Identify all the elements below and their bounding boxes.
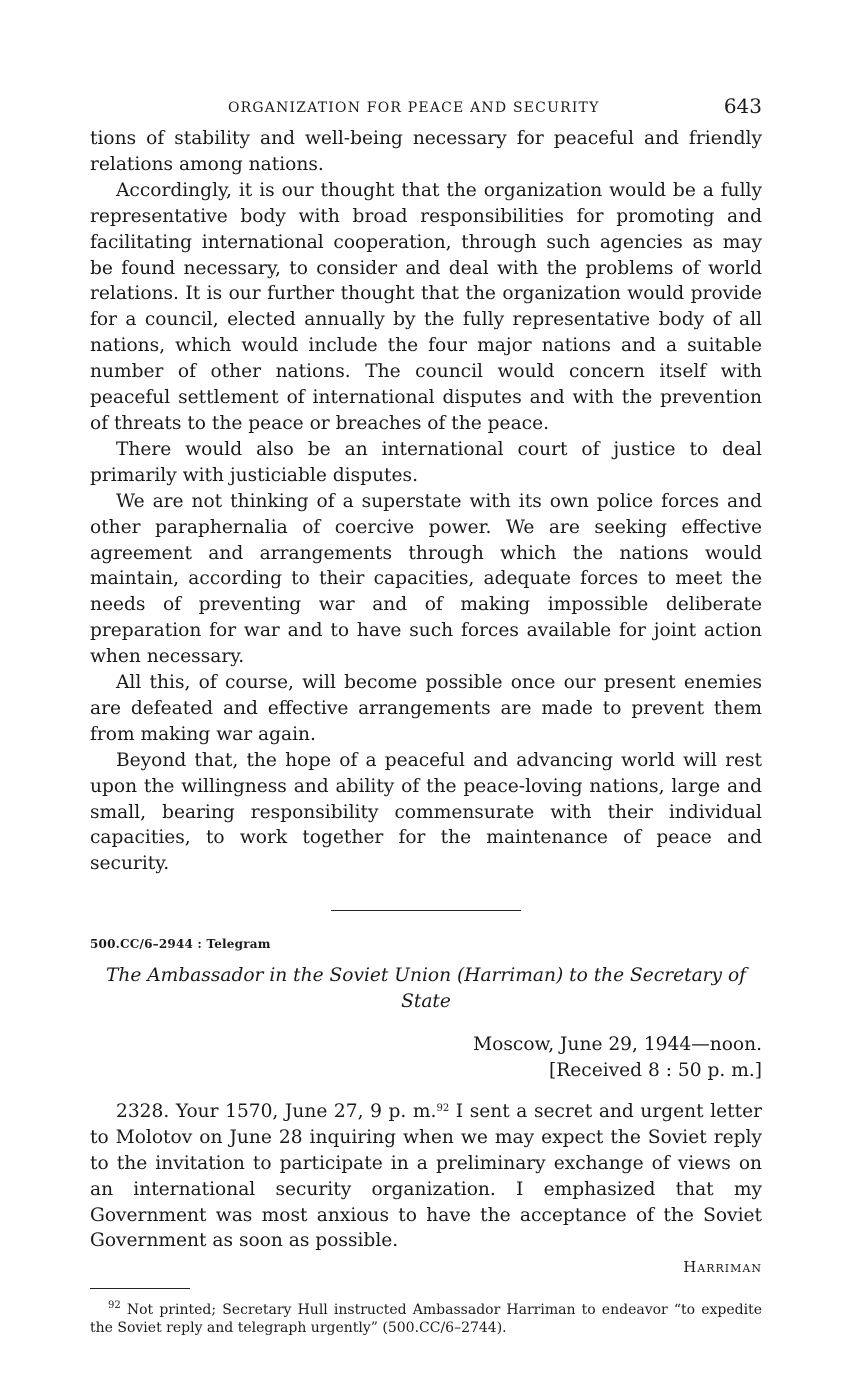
telegram-lead: 2328. Your 1570, June 27, 9 p. m. [116,1100,437,1122]
document-heading: The Ambassador in the Soviet Union (Harriman) to the Secretary of State [105,965,747,1013]
signature: Harriman [683,1258,762,1277]
paragraph: There would also be an international court of justice to deal primarily with justiciable disputes. [90,438,762,486]
running-title: ORGANIZATION FOR PEACE AND SECURITY [228,100,600,116]
dateline [90,1032,762,1084]
telegram-text [90,1099,762,1254]
file-reference: 500.CC/6–2944 : Telegram [90,937,271,952]
paragraph: tions of stability and well-being necessary for peaceful and friendly relations among nations. [90,128,762,175]
footnote [90,1301,762,1337]
footnote-reference[interactable]: 92 [436,1102,450,1114]
document-page [90,92,762,1337]
page-number: 643 [723,94,762,118]
dateline-place: Moscow, June 29, 1944—noon. [473,1034,762,1056]
footnote-marker: 92 [108,1300,121,1312]
section-divider [331,910,521,911]
paragraph: We are not thinking of a superstate with its own police forces and other paraphernalia of coercive power. We are seeking effective agreement and arrangements through which the nations would maintain, according to their capacities, adequate forces to meet the needs of preventing war and of making impossible deliberate preparation for war and to have such forces available for joint action when necessary. [90,490,762,668]
footnote-text: Not printed; Secretary Hull instructed Ambassador Harriman to endeavor “to expedite the Soviet reply and telegraph urgently” (500.CC/6–2744). [90,1302,762,1337]
footnote-divider [90,1288,190,1289]
dateline-received: [Received 8 : 50 p. m.] [549,1060,762,1081]
telegram-body: I sent a secret and urgent letter to Molotov on June 28 inquiring when we may expect the Soviet reply to the invitation to participate in a preliminary exchange of views on an international security organization. I emphasized that my Government was most anxious to have the acceptance of the Soviet Government as soon as possible. [90,1100,763,1252]
paragraph: Beyond that, the hope of a peaceful and advancing world will rest upon the willingness and ability of the peace-loving nations, large and small, bearing responsibility commensurate with their individual capacities, to work together for the maintenance of peace and security. [90,749,762,875]
running-head [90,92,762,126]
telegram-paragraph [90,1099,762,1254]
paragraph: Accordingly, it is our thought that the organization would be a fully representative body with broad responsibilities for promoting and facilitating international cooperation, through such agencies as may be found necessary, to consider and deal with the problems of world relations. It is our further thought that the organization would provide for a council, elected annually by the fully representative body of all nations, which would include the four major nations and a suitable number of other nations. The council would concern itself with peaceful settlement of international disputes and with the prevention of threats to the peace or breaches of the peace. [90,179,762,434]
statement-text [90,126,762,877]
paragraph: All this, of course, will become possible once our present enemies are defeated and effective arrangements are made to prevent them from making war again. [90,672,762,745]
